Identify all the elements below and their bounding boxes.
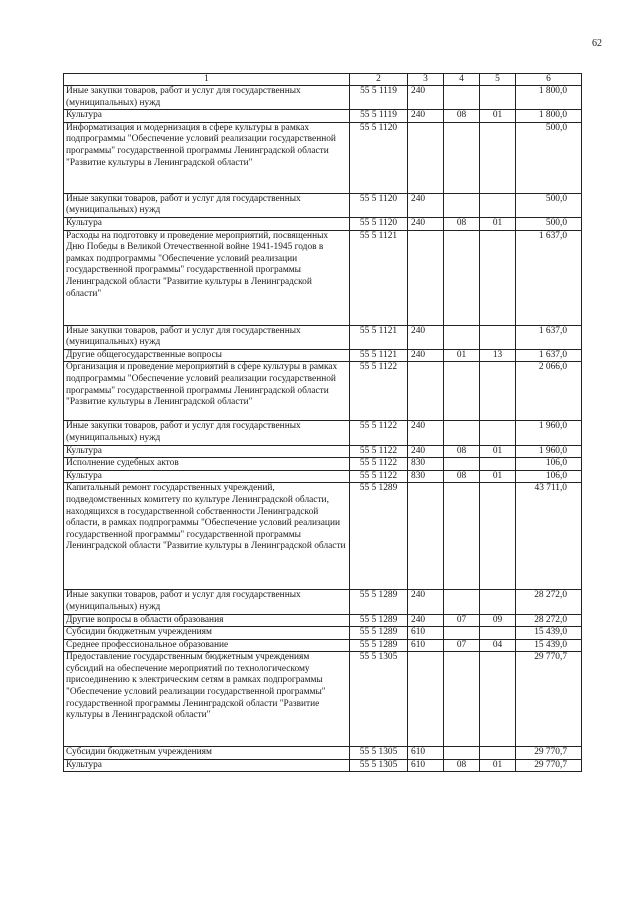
row-rz-cell: 01 <box>444 349 480 362</box>
row-vr-cell: 240 <box>408 445 444 458</box>
row-sum-cell: 15 439,0 <box>516 627 582 640</box>
row-pr-cell <box>480 421 516 445</box>
row-name-cell: Иные закупки товаров, работ и услуг для государственных (муниципальных) нужд <box>64 421 350 445</box>
row-vr-cell: 240 <box>408 349 444 362</box>
row-code-cell: 55 5 1305 <box>350 759 408 772</box>
row-name-cell: Иные закупки товаров, работ и услуг для государственных (муниципальных) нужд <box>64 590 350 614</box>
row-vr-cell: 240 <box>408 193 444 217</box>
row-vr-cell: 830 <box>408 470 444 483</box>
table-row <box>64 747 582 760</box>
row-pr-cell <box>480 86 516 110</box>
row-pr-cell: 01 <box>480 445 516 458</box>
row-name-cell: Культура <box>64 759 350 772</box>
row-pr-cell <box>480 747 516 760</box>
row-vr-cell <box>408 122 444 193</box>
row-vr-cell: 610 <box>408 747 444 760</box>
row-sum-cell: 500,0 <box>516 193 582 217</box>
row-vr-cell: 240 <box>408 110 444 123</box>
row-sum-cell: 1 960,0 <box>516 445 582 458</box>
row-name-cell: Информатизация и модернизация в сфере культуры в рамках подпрограммы "Обеспечение условий реализации государственной программы" государственной программы Ленинградской области "Развитие культуры в Ленинградской области" <box>64 122 350 193</box>
row-code-cell: 55 5 1305 <box>350 747 408 760</box>
row-rz-cell <box>444 122 480 193</box>
row-sum-cell: 29 770,7 <box>516 652 582 747</box>
table-row <box>64 421 582 445</box>
row-name-cell: Среднее профессиональное образование <box>64 639 350 652</box>
row-code-cell: 55 5 1121 <box>350 349 408 362</box>
row-name-cell: Культура <box>64 445 350 458</box>
table-row <box>64 193 582 217</box>
table-row <box>64 470 582 483</box>
row-rz-cell <box>444 362 480 421</box>
row-sum-cell: 500,0 <box>516 122 582 193</box>
row-rz-cell <box>444 747 480 760</box>
row-rz-cell <box>444 421 480 445</box>
row-vr-cell: 240 <box>408 86 444 110</box>
row-code-cell: 55 5 1289 <box>350 639 408 652</box>
row-vr-cell: 240 <box>408 421 444 445</box>
row-pr-cell <box>480 590 516 614</box>
row-name-cell: Предоставление государственным бюджетным учреждениям субсидий на обеспечение мероприятий по технологическому присоединению к электрическим сетям в рамках подпрограммы "Обеспечение условий реализации государственной программы" государственной программы Ленинградской области "Развитие культуры в Ленинградской области" <box>64 652 350 747</box>
row-sum-cell: 1 637,0 <box>516 325 582 349</box>
table-header-row <box>64 74 582 86</box>
row-code-cell: 55 5 1122 <box>350 421 408 445</box>
table-row <box>64 86 582 110</box>
header-col-4: 4 <box>444 74 480 86</box>
row-sum-cell: 500,0 <box>516 217 582 230</box>
row-rz-cell <box>444 325 480 349</box>
row-rz-cell: 08 <box>444 217 480 230</box>
row-name-cell: Расходы на подготовку и проведение мероприятий, посвященных Дню Победы в Великой Отечественной войне 1941-1945 годов в рамках подпрограммы "Обеспечение условий реализации государственной программы" государственной программы Ленинградской области "Развитие культуры в Ленинградской области" <box>64 230 350 325</box>
row-name-cell: Субсидии бюджетным учреждениям <box>64 747 350 760</box>
table-row <box>64 652 582 747</box>
row-code-cell: 55 5 1122 <box>350 470 408 483</box>
row-sum-cell: 106,0 <box>516 470 582 483</box>
row-vr-cell: 830 <box>408 458 444 471</box>
row-rz-cell <box>444 590 480 614</box>
row-sum-cell: 1 960,0 <box>516 421 582 445</box>
budget-table <box>63 73 582 772</box>
table-row <box>64 759 582 772</box>
row-vr-cell: 610 <box>408 627 444 640</box>
row-name-cell: Субсидии бюджетным учреждениям <box>64 627 350 640</box>
table-row <box>64 458 582 471</box>
row-name-cell: Иные закупки товаров, работ и услуг для государственных (муниципальных) нужд <box>64 193 350 217</box>
row-rz-cell: 08 <box>444 759 480 772</box>
row-pr-cell <box>480 458 516 471</box>
row-code-cell: 55 5 1289 <box>350 590 408 614</box>
row-name-cell: Культура <box>64 110 350 123</box>
row-pr-cell <box>480 652 516 747</box>
row-sum-cell: 29 770,7 <box>516 759 582 772</box>
row-name-cell: Капитальный ремонт государственных учреждений, подведомственных комитету по культуре Ленинградской области, находящихся в государственной собственности Ленинградской области, в рамках подпрограммы "Обеспечение условий реализации государственной программы" государственной программы Ленинградской области "Развитие культуры в Ленинградской области <box>64 483 350 590</box>
table-row <box>64 122 582 193</box>
row-sum-cell: 1 637,0 <box>516 349 582 362</box>
table-row <box>64 325 582 349</box>
header-col-6: 6 <box>516 74 582 86</box>
row-code-cell: 55 5 1120 <box>350 122 408 193</box>
table-row <box>64 349 582 362</box>
row-code-cell: 55 5 1289 <box>350 627 408 640</box>
row-pr-cell <box>480 122 516 193</box>
table-row <box>64 445 582 458</box>
row-name-cell: Другие вопросы в области образования <box>64 614 350 627</box>
row-rz-cell <box>444 652 480 747</box>
row-code-cell: 55 5 1289 <box>350 614 408 627</box>
row-code-cell: 55 5 1119 <box>350 110 408 123</box>
table-row <box>64 362 582 421</box>
row-pr-cell <box>480 193 516 217</box>
row-sum-cell: 15 439,0 <box>516 639 582 652</box>
row-sum-cell: 1 800,0 <box>516 110 582 123</box>
row-vr-cell <box>408 362 444 421</box>
page-number: 62 <box>592 38 602 49</box>
row-code-cell: 55 5 1122 <box>350 362 408 421</box>
row-pr-cell: 01 <box>480 217 516 230</box>
row-code-cell: 55 5 1120 <box>350 217 408 230</box>
row-name-cell: Исполнение судебных актов <box>64 458 350 471</box>
row-code-cell: 55 5 1305 <box>350 652 408 747</box>
row-vr-cell <box>408 230 444 325</box>
row-pr-cell: 01 <box>480 470 516 483</box>
row-vr-cell: 610 <box>408 639 444 652</box>
row-name-cell: Иные закупки товаров, работ и услуг для государственных (муниципальных) нужд <box>64 86 350 110</box>
table-row <box>64 614 582 627</box>
row-pr-cell <box>480 230 516 325</box>
table-row <box>64 639 582 652</box>
row-rz-cell: 08 <box>444 470 480 483</box>
row-pr-cell <box>480 483 516 590</box>
row-vr-cell: 240 <box>408 325 444 349</box>
row-vr-cell: 240 <box>408 614 444 627</box>
row-rz-cell: 08 <box>444 445 480 458</box>
row-rz-cell: 07 <box>444 614 480 627</box>
row-pr-cell <box>480 325 516 349</box>
row-sum-cell: 1 800,0 <box>516 86 582 110</box>
row-code-cell: 55 5 1121 <box>350 325 408 349</box>
row-code-cell: 55 5 1122 <box>350 458 408 471</box>
row-code-cell: 55 5 1121 <box>350 230 408 325</box>
row-pr-cell <box>480 362 516 421</box>
row-sum-cell: 2 066,0 <box>516 362 582 421</box>
row-name-cell: Иные закупки товаров, работ и услуг для государственных (муниципальных) нужд <box>64 325 350 349</box>
row-rz-cell: 07 <box>444 639 480 652</box>
row-vr-cell: 240 <box>408 217 444 230</box>
row-name-cell: Организация и проведение мероприятий в сфере культуры в рамках подпрограммы "Обеспечение условий реализации государственной программы" государственной программы Ленинградской области "Развитие культуры в Ленинградской области" <box>64 362 350 421</box>
row-sum-cell: 106,0 <box>516 458 582 471</box>
table-row <box>64 590 582 614</box>
row-sum-cell: 1 637,0 <box>516 230 582 325</box>
row-pr-cell <box>480 627 516 640</box>
row-pr-cell: 01 <box>480 759 516 772</box>
row-pr-cell: 04 <box>480 639 516 652</box>
header-col-3: 3 <box>408 74 444 86</box>
row-pr-cell: 01 <box>480 110 516 123</box>
row-pr-cell: 09 <box>480 614 516 627</box>
row-rz-cell: 08 <box>444 110 480 123</box>
row-sum-cell: 28 272,0 <box>516 590 582 614</box>
row-name-cell: Культура <box>64 217 350 230</box>
header-col-5: 5 <box>480 74 516 86</box>
row-vr-cell <box>408 483 444 590</box>
row-name-cell: Другие общегосударственные вопросы <box>64 349 350 362</box>
row-pr-cell: 13 <box>480 349 516 362</box>
row-rz-cell <box>444 627 480 640</box>
table-row <box>64 627 582 640</box>
table-row <box>64 110 582 123</box>
row-vr-cell <box>408 652 444 747</box>
row-vr-cell: 610 <box>408 759 444 772</box>
row-code-cell: 55 5 1119 <box>350 86 408 110</box>
header-col-1: 1 <box>64 74 350 86</box>
row-code-cell: 55 5 1289 <box>350 483 408 590</box>
row-vr-cell: 240 <box>408 590 444 614</box>
table-row <box>64 217 582 230</box>
table-row <box>64 483 582 590</box>
row-rz-cell <box>444 193 480 217</box>
row-rz-cell <box>444 483 480 590</box>
row-name-cell: Культура <box>64 470 350 483</box>
row-sum-cell: 29 770,7 <box>516 747 582 760</box>
table-row <box>64 230 582 325</box>
row-sum-cell: 43 711,0 <box>516 483 582 590</box>
row-rz-cell <box>444 230 480 325</box>
row-sum-cell: 28 272,0 <box>516 614 582 627</box>
row-rz-cell <box>444 458 480 471</box>
row-rz-cell <box>444 86 480 110</box>
row-code-cell: 55 5 1122 <box>350 445 408 458</box>
row-code-cell: 55 5 1120 <box>350 193 408 217</box>
header-col-2: 2 <box>350 74 408 86</box>
